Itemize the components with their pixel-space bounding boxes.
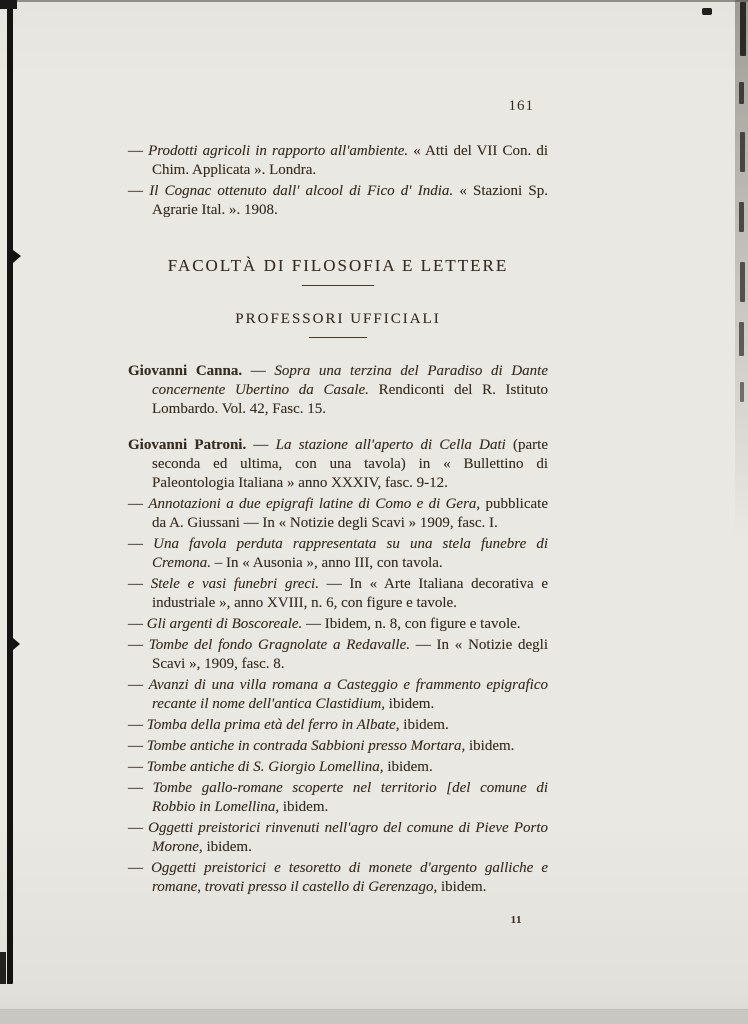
bibliography-entry [128,615,548,634]
scan-binding-notch [13,638,20,650]
entry-text-segment: — [128,860,152,876]
scan-edge-mark [740,132,745,172]
entry-text-segment: — [128,759,147,775]
scan-edge-mark [740,2,746,56]
entry-text-segment: ibidem. [465,738,515,754]
scan-edge-mark [0,952,6,984]
entry-text-segment: Il Cognac ottenuto dall' alcool di Fico d' India. [149,183,454,199]
bibliography-entry [128,575,548,613]
entry-text-segment: ibidem. [202,839,252,855]
entry-text-segment: pubblicate da A. Giussani — In « Notizie degli Scavi » 1909, fasc. I. [152,496,548,531]
entry-text-segment: La stazione all'aperto di Cella Dati [275,437,506,453]
bibliography-entry [128,636,548,674]
entry-text-segment: — [128,780,153,796]
scan-edge-mark [739,82,744,104]
entry-text-segment: Oggetti preistorici e tesoretto di monete d'argento galliche e romane, trovati presso il castello di Gerenzago, [151,860,548,895]
bibliography-entry [128,676,548,714]
entry-text-segment: Sopra una terzina del Paradiso di Dante concernente Ubertino da Casale. [152,363,548,398]
author-entry [128,362,548,419]
entry-text-segment: Oggetti preistorici rinvenuti nell'agro del comune di Pieve Porto Morone, [148,820,549,855]
entry-text-segment: — [246,437,276,453]
page-number: 161 [508,98,534,114]
scan-binding-bar-cap [0,0,17,9]
bibliography-entry [128,779,548,817]
entry-text-segment: — [128,536,154,552]
entry-text-segment: — [128,717,147,733]
entry-text-segment: – In « Ausonia », anno III, con tavola. [211,555,443,571]
entry-text-segment: Tombe del fondo Gragnolate a Redavalle. [148,637,410,653]
entry-text-segment: Avanzi di una villa romana a Casteggio e frammento epigrafico recante il nome dell'antica Clastidium, [148,677,548,712]
entry-text-segment: Una favola perduta rappresentata su una stela funebre di Cremona. [152,536,549,571]
entry-text-segment: Tombe antiche di S. Giorgio Lomellina, [146,759,384,775]
signature-mark: 11 [510,914,522,926]
subsection-title-rule [309,337,367,338]
scan-top-edge-shadow [0,0,748,2]
entry-text-segment: — [128,738,147,754]
text-block [128,0,548,930]
bibliography-entry [128,535,548,573]
scan-edge-mark [740,262,745,302]
scan-binding-notch [13,250,21,263]
entry-text-segment: ibidem. [385,696,435,712]
entry-text-segment: « Stazioni Sp. Agrarie Ital. ». 1908. [152,183,548,218]
entry-text-segment: « Atti del VII Con. di Chim. Applicata ». Londra. [152,143,548,178]
author-entry [128,436,548,493]
entry-text-segment: Rendiconti del R. Istituto Lombardo. Vol. 42, Fasc. 15. [152,382,549,417]
bibliography-entry [128,495,548,533]
entry-text-segment: — [128,616,147,632]
entry-text-segment: — Ibidem, n. 8, con figure e tavole. [302,616,521,632]
entry-text-segment: — [242,363,275,379]
entry-text-segment: ibidem. [383,759,433,775]
entry-text-segment: — In « Notizie degli Scavi », 1909, fasc. 8. [152,637,548,672]
entry-text-segment: Stele e vasi funebri greci. [150,576,319,592]
bibliography-entry [128,819,548,857]
bibliography-entry [128,737,548,756]
bibliography-entry-list [128,362,548,897]
subsection-title: PROFESSORI UFFICIALI [235,311,441,327]
entry-text-segment: — [128,576,151,592]
entry-text-segment: Tombe antiche in contrada Sabbioni presso Mortara, [146,738,466,754]
entry-text-segment: Prodotti agricoli in rapporto all'ambiente. [148,143,409,159]
bibliography-entry [128,716,548,735]
entry-text-segment: Giovanni Canna. [128,363,243,379]
scan-speck [702,8,712,15]
section-title-rule [302,285,374,286]
bibliography-entry [128,182,548,220]
entry-text-segment: Gli argenti di Boscoreale. [146,616,303,632]
entry-text-segment: Annotazioni a due epigrafi latine di Como e di Gera, [148,496,481,512]
scan-edge-mark [739,322,744,356]
entry-text-segment: — In « Arte Italiana decorativa e industriale », anno XVIII, n. 6, con figure e tavole. [152,576,548,611]
bibliography-entry [128,859,548,897]
entry-text-segment: Tombe gallo-romane scoperte nel territorio [del comune di Robbio in Lomellina, [152,780,549,815]
entry-text-segment: — [128,820,149,836]
section-title: FACOLTÀ DI FILOSOFIA E LETTERE [167,256,509,275]
entry-text-segment: — [128,496,149,512]
continuation-entry-list [128,142,548,220]
entry-text-segment: — [128,143,149,159]
entry-text-segment: (parte seconda ed ultima, con una tavola) in « Bullettino di Paleontologia Italiana » anno XXXIV, fasc. 9-12. [152,437,548,491]
entry-text-segment: — [128,183,150,199]
entry-text-segment: Giovanni Patroni. [128,437,247,453]
scan-binding-bar [7,0,13,984]
entry-text-segment: — [128,637,149,653]
scan-edge-mark [740,382,744,402]
entry-text-segment: Tomba della prima età del ferro in Albate, [146,717,400,733]
bibliography-entry [128,758,548,777]
entry-text-segment: — [128,677,149,693]
entry-text-segment: ibidem. [399,717,449,733]
entry-text-segment: ibidem. [279,799,329,815]
scan-edge-mark [739,202,744,232]
scan-bottom-band [0,1010,748,1024]
entry-text-segment: ibidem. [437,879,487,895]
bibliography-entry [128,142,548,180]
